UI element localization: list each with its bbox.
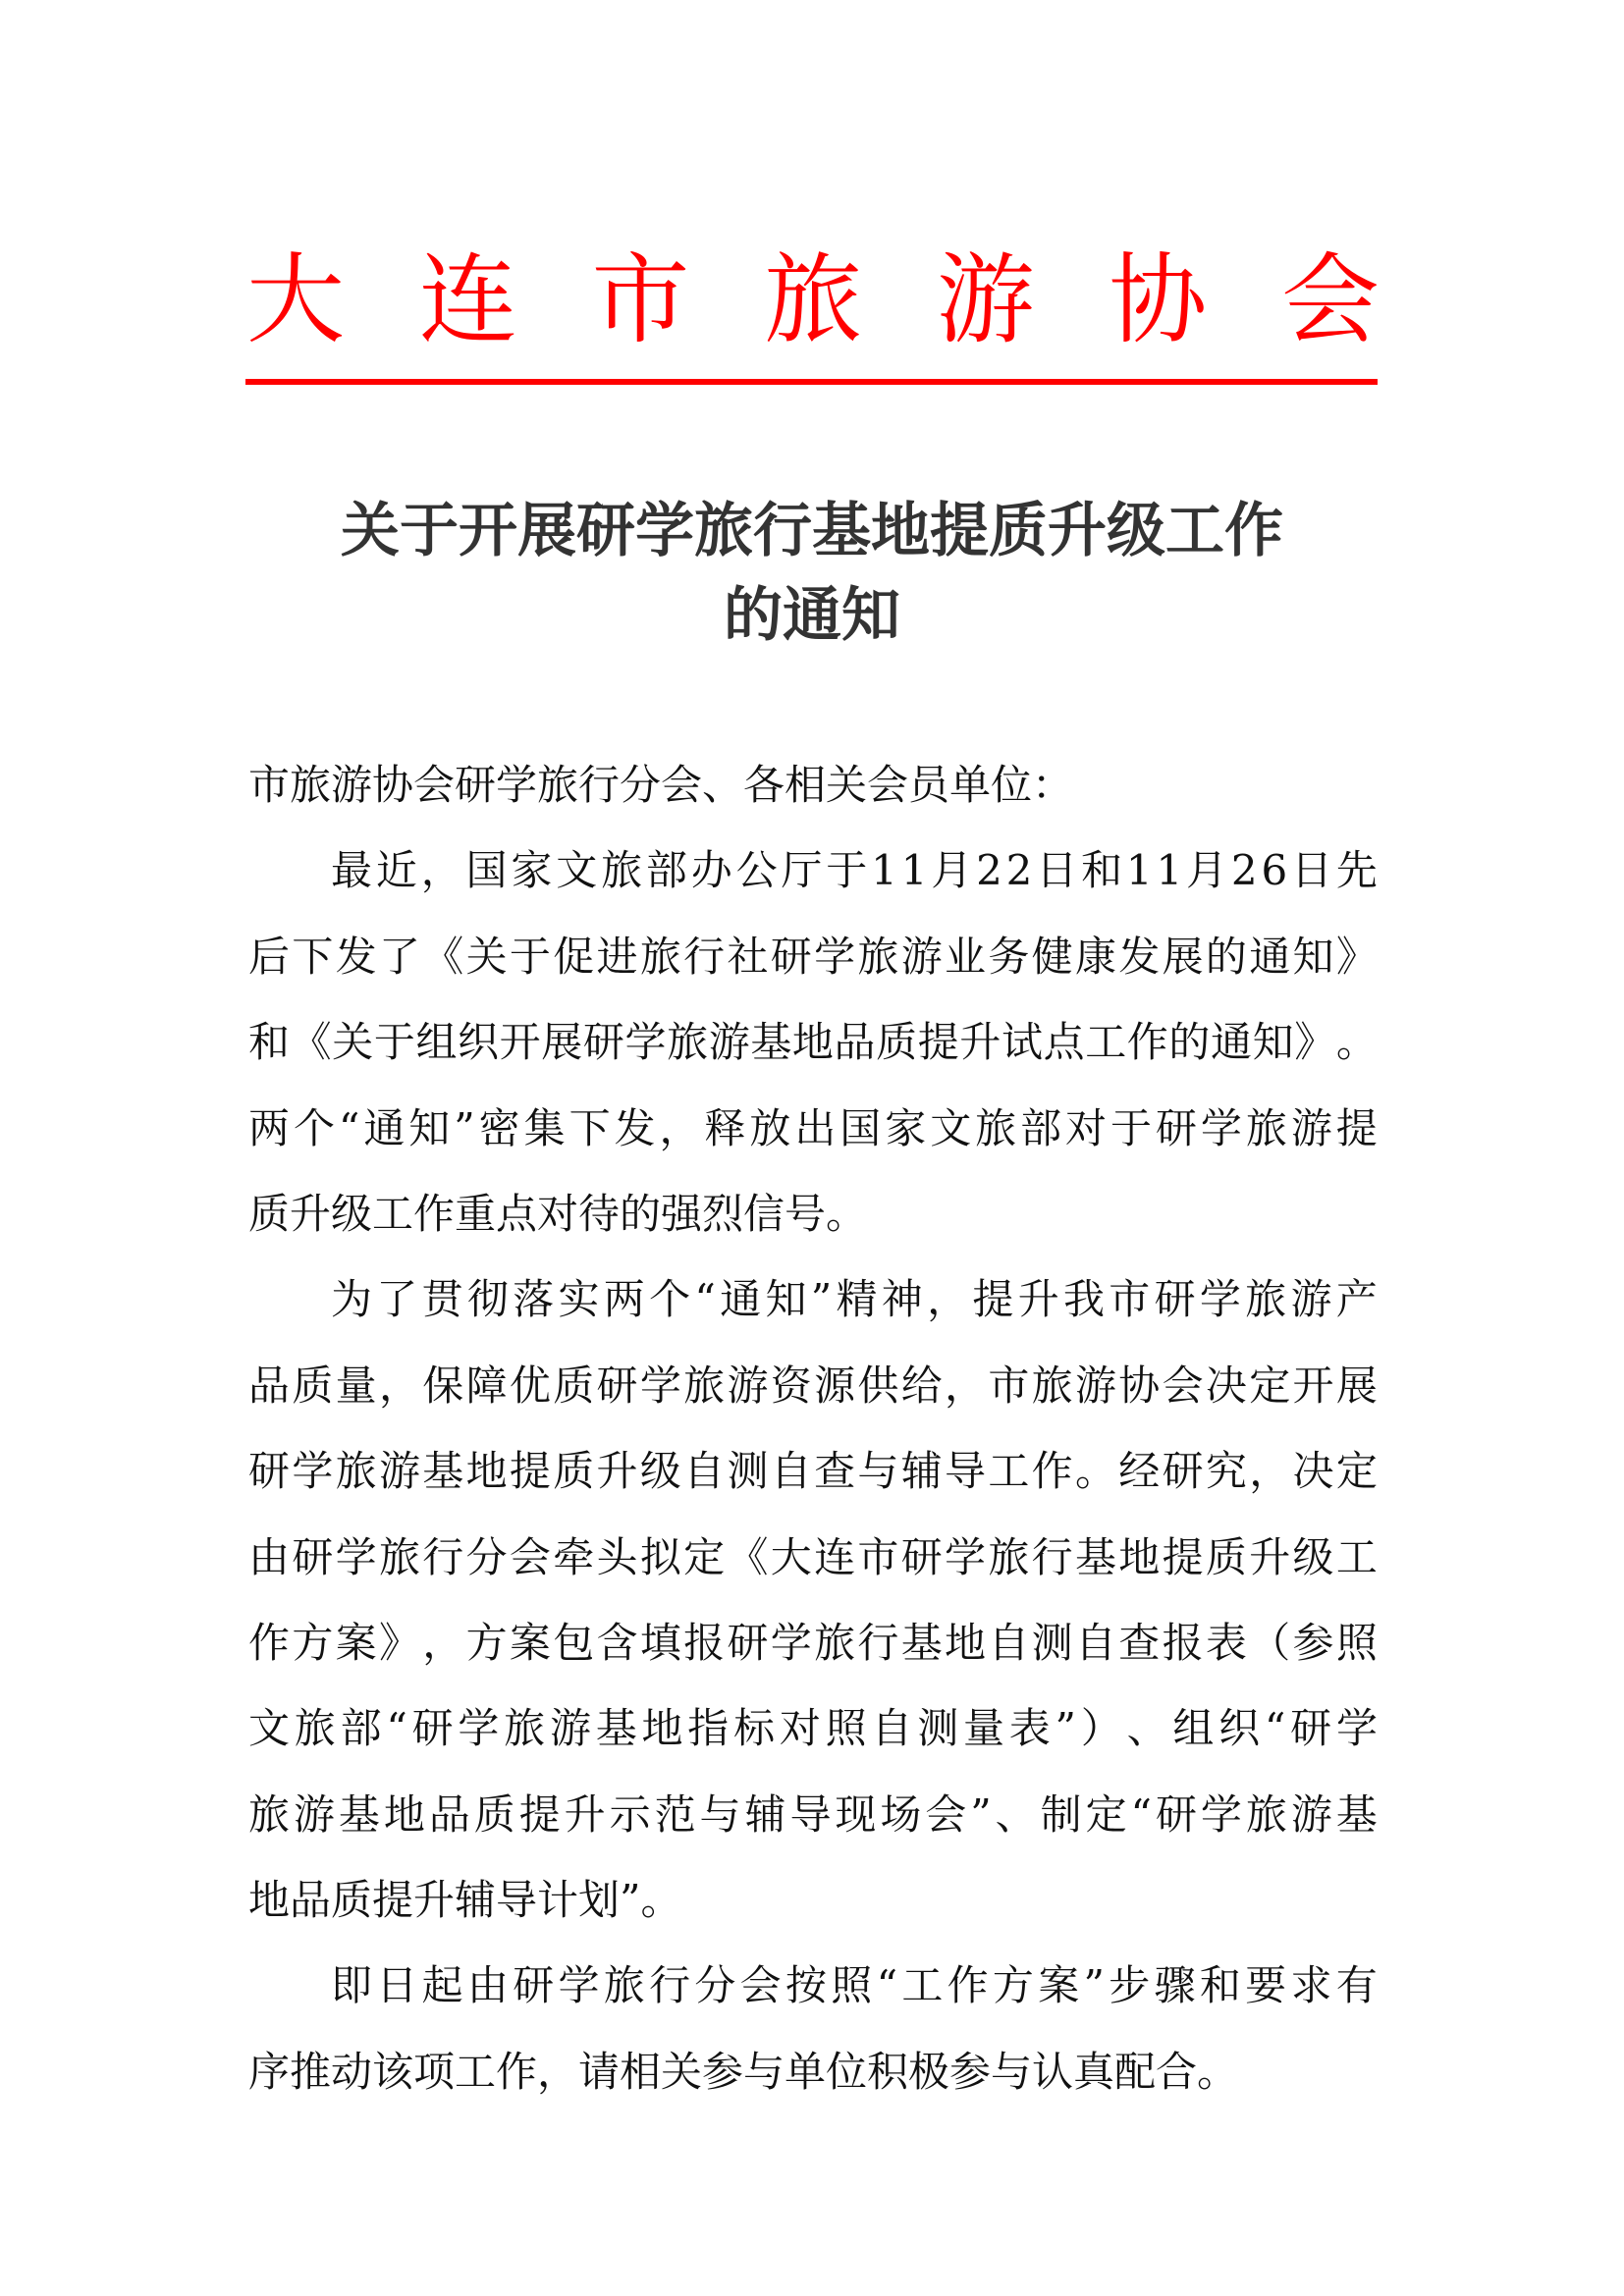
paragraph-line: 为 了 贯 彻 落 实 两 个 “ 通 知 ” 精 神 ， 提 升 我 市 研 学 旅 游 产: [331, 1275, 1378, 1324]
letterhead-char: 游: [936, 242, 1035, 357]
paragraph-line: 研 学 旅 游 基 地 提 质 升 级 自 测 自 查 与 辅 导 工 作 。 经 研 究 ， 决 定: [248, 1447, 1378, 1496]
paragraph-line: 最 近 ， 国 家 文 旅 部 办 公 厅 于 1 1 月 2 2 日 和 1 1 月 2 6 日 先: [331, 846, 1378, 895]
letterhead-divider: [245, 379, 1378, 385]
paragraph-line: 品 质 量 ， 保 障 优 质 研 学 旅 游 资 源 供 给 ， 市 旅 游 协 会 决 定 开 展: [248, 1361, 1378, 1410]
letterhead-char: 连: [418, 242, 517, 357]
paragraph-line: 两 个 “ 通 知 ” 密 集 下 发 ， 释 放 出 国 家 文 旅 部 对 于 研 学 旅 游 提: [248, 1103, 1378, 1152]
paragraph-line: 和 《 关 于 组 织 开 展 研 学 旅 游 基 地 品 质 提 升 试 点 工 作 的 通 知 》 。: [248, 1018, 1378, 1067]
paragraph-line: 即 日 起 由 研 学 旅 行 分 会 按 照 “ 工 作 方 案 ” 步 骤 和 要 求 有: [331, 1961, 1378, 2010]
salutation: 市旅游协会研学旅行分会、各相关会员单位：: [248, 761, 1074, 809]
paragraph-3: [248, 1943, 1378, 2114]
paragraph-line: 作 方 案 》 ， 方 案 包 含 填 报 研 学 旅 行 基 地 自 测 自 查 报 表 （ 参 照: [248, 1618, 1378, 1667]
document-body: [248, 742, 1378, 2114]
letterhead-char: 旅: [763, 242, 862, 357]
paragraph-line: 后 下 发 了 《 关 于 促 进 旅 行 社 研 学 旅 游 业 务 健 康 发 展 的 通 知 》: [248, 932, 1378, 981]
paragraph-line: 地品质提升辅导计划”。: [248, 1876, 682, 1925]
paragraph-2: [248, 1256, 1378, 1943]
paragraph-line: 由 研 学 旅 行 分 会 牵 头 拟 定 《 大 连 市 研 学 旅 行 基 地 提 质 升 级 工: [248, 1532, 1378, 1581]
letterhead-char: 市: [591, 242, 690, 357]
paragraph-line: 质升级工作重点对待的强烈信号。: [248, 1189, 868, 1238]
paragraph-line: 旅 游 基 地 品 质 提 升 示 范 与 辅 导 现 场 会 ” 、 制 定 “ 研 学 旅 游 基: [248, 1789, 1378, 1839]
document-title-line-1: 关于开展研学旅行基地提质升级工作: [341, 497, 1283, 565]
paragraph-line: 序推动该项工作，请相关参与单位积极参与认真配合。: [248, 2047, 1239, 2096]
organization-letterhead: [246, 243, 1380, 356]
paragraph-1: [248, 828, 1378, 1256]
letterhead-char: 大: [246, 242, 345, 357]
letterhead-char: 会: [1280, 242, 1380, 357]
document-title-line-2: 的通知: [724, 581, 900, 650]
letterhead-char: 协: [1109, 242, 1208, 357]
paragraph-line: 文 旅 部 “ 研 学 旅 游 基 地 指 标 对 照 自 测 量 表 ” ） 、 组 织 “ 研 学: [248, 1704, 1378, 1753]
